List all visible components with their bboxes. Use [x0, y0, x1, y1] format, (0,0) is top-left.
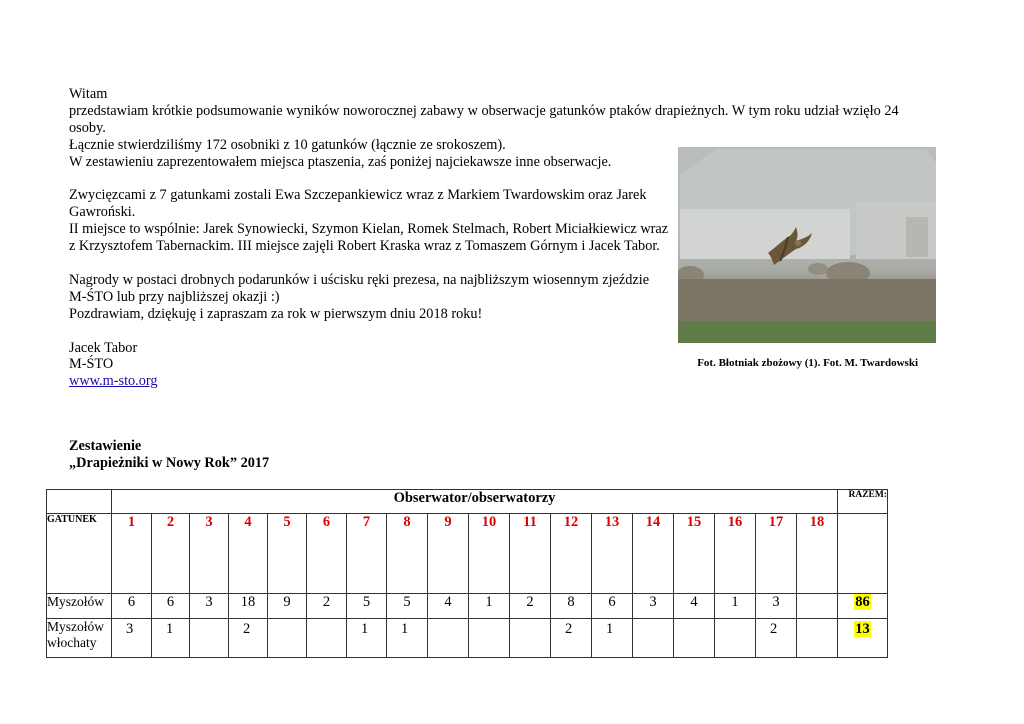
count-cell: 9 — [268, 594, 307, 619]
summary-line: przedstawiam krótkie podsumowanie wyników noworocznej zabawy w obserwacje gatunków ptaków drapieżnych. W tym roku udział wzięło 24 — [69, 102, 899, 119]
observer-number: 7 — [347, 514, 387, 594]
count-cell: 6 — [112, 594, 152, 619]
count-cell: 1 — [387, 619, 428, 658]
count-cell: 3 — [633, 594, 674, 619]
observer-number: 2 — [152, 514, 190, 594]
observer-number: 9 — [428, 514, 469, 594]
count-cell — [797, 619, 838, 658]
observer-number: 11 — [510, 514, 551, 594]
count-cell — [797, 594, 838, 619]
count-cell: 1 — [469, 594, 510, 619]
observer-number: 12 — [551, 514, 592, 594]
count-cell — [633, 619, 674, 658]
count-cell: 5 — [387, 594, 428, 619]
observer-number: 8 — [387, 514, 428, 594]
count-cell — [674, 619, 715, 658]
row-total-value: 13 — [855, 621, 870, 637]
count-cell: 2 — [510, 594, 551, 619]
count-cell: 3 — [190, 594, 229, 619]
harrier-photo — [678, 147, 936, 343]
summary-line: W zestawieniu zaprezentowałem miejsca ptaszenia, zaś poniżej najciekawsze inne obserwacje. — [69, 153, 612, 170]
count-cell: 18 — [229, 594, 268, 619]
count-cell: 3 — [756, 594, 797, 619]
count-cell — [510, 619, 551, 658]
heading-title: Zestawienie — [69, 438, 142, 454]
observer-number: 13 — [592, 514, 633, 594]
observer-number: 1 — [112, 514, 152, 594]
count-cell: 1 — [152, 619, 190, 658]
observer-number: 16 — [715, 514, 756, 594]
count-cell: 1 — [715, 594, 756, 619]
prizes-paragraph: Nagrody w postaci drobnych podarunków i uścisku ręki prezesa, na najbliższym wiosennym zjeździe M-ŚTO lub przy najbliższej okazji :) — [69, 271, 650, 305]
count-cell: 6 — [592, 594, 633, 619]
observer-number: 15 — [674, 514, 715, 594]
closing-paragraph: Pozdrawiam, dziękuję i zapraszam za rok w pierwszym dniu 2018 roku! — [69, 305, 483, 322]
heading-subtitle: „Drapieżniki w Nowy Rok” 2017 — [69, 455, 270, 471]
count-cell: 2 — [551, 619, 592, 658]
winners-paragraph: Zwycięzcami z 7 gatunkami zostali Ewa Szczepankiewicz wraz z Markiem Twardowskim oraz Jarek Gawroński. — [69, 187, 647, 221]
observer-number: 4 — [229, 514, 268, 594]
observer-number: 5 — [268, 514, 307, 594]
count-cell: 4 — [674, 594, 715, 619]
count-cell — [715, 619, 756, 658]
count-cell: 3 — [112, 619, 152, 658]
count-cell: 2 — [756, 619, 797, 658]
observer-header: Obserwator/obserwatorzy — [112, 490, 838, 514]
count-cell: 5 — [347, 594, 387, 619]
raptor-tally-table — [46, 489, 888, 658]
greeting: Witam — [69, 86, 108, 102]
photo-caption: Fot. Błotniak zbożowy (1). Fot. M. Twardowski — [697, 357, 918, 369]
row-total-value: 86 — [855, 594, 870, 610]
count-cell: 2 — [229, 619, 268, 658]
website-link[interactable]: www.m-sto.org — [69, 373, 158, 390]
count-cell — [428, 619, 469, 658]
species-header: GATUNEK — [47, 514, 112, 594]
count-cell — [190, 619, 229, 658]
signature-name: Jacek Tabor — [69, 339, 138, 356]
count-cell: 4 — [428, 594, 469, 619]
row-total — [838, 619, 888, 658]
observer-number: 10 — [469, 514, 510, 594]
observer-number: 6 — [307, 514, 347, 594]
summary-line: Łącznie stwierdziliśmy 172 osobniki z 10 gatunków (łącznie ze srokoszem). — [69, 136, 506, 153]
count-cell — [268, 619, 307, 658]
count-cell: 8 — [551, 594, 592, 619]
total-blank-cell — [838, 514, 888, 594]
count-cell — [307, 619, 347, 658]
count-cell: 1 — [347, 619, 387, 658]
signature-org: M-ŚTO — [69, 356, 114, 373]
row-total — [838, 594, 888, 619]
total-header: RAZEM: — [838, 490, 888, 514]
section-heading — [69, 438, 269, 472]
species-name: Myszołów — [47, 594, 112, 619]
species-name: Myszołów włochaty — [47, 619, 112, 658]
count-cell: 2 — [307, 594, 347, 619]
summary-line: osoby. — [69, 119, 106, 136]
corner-cell — [47, 490, 112, 514]
observer-number: 14 — [633, 514, 674, 594]
observer-number: 17 — [756, 514, 797, 594]
count-cell — [469, 619, 510, 658]
second-place-paragraph: II miejsce to wspólnie: Jarek Synowiecki, Szymon Kielan, Romek Stelmach, Robert Miciałkiewicz wraz z Krzysztofem Tabernackim. III miejsce zajęli Robert Kraska wraz z Tomaszem Górnym i Jacek Tabor. — [69, 221, 669, 255]
count-cell: 1 — [592, 619, 633, 658]
count-cell: 6 — [152, 594, 190, 619]
observer-number: 3 — [190, 514, 229, 594]
observer-number: 18 — [797, 514, 838, 594]
